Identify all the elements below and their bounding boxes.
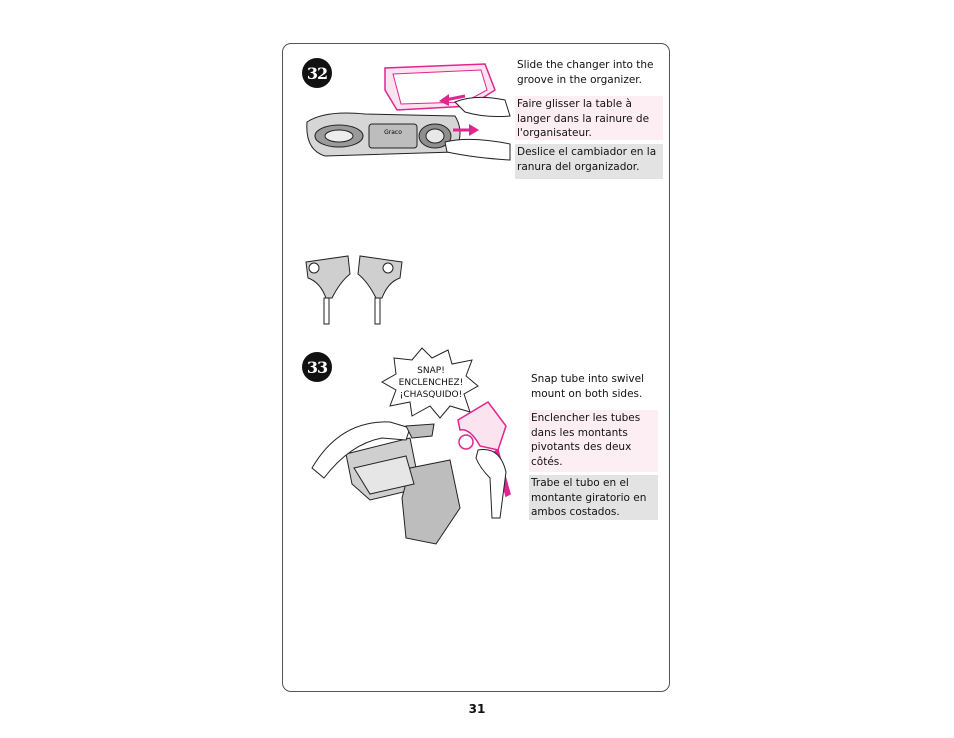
snap-en: SNAP! — [417, 366, 445, 376]
step-32-number: 32 — [306, 63, 328, 83]
step-33-number: 33 — [306, 357, 328, 377]
page-number: 31 — [468, 702, 486, 716]
hand-right-upper — [455, 97, 510, 116]
snap-fr: ENCLENCHEZ! — [398, 378, 464, 388]
snap-text — [386, 365, 476, 401]
bassinet-corner — [346, 438, 460, 544]
step-32-illustration — [305, 60, 510, 160]
step-33-english: Snap tube into swivel mount on both sides. — [529, 371, 657, 402]
swivel-mounts-illustration — [304, 252, 404, 327]
step-32-english: Slide the changer into the groove in the organizer. — [515, 57, 665, 88]
hand-right-lower — [445, 139, 510, 160]
snap-es: ¡CHASQUIDO! — [399, 390, 463, 400]
hand-right — [476, 449, 506, 518]
step-33-illustration — [310, 398, 520, 548]
step-32-french: Faire glisser la table à langer dans la rainure de l'organisateur. — [515, 96, 663, 140]
step-33-badge — [302, 352, 332, 382]
swivel-mount — [406, 424, 434, 438]
graco-logo: Graco — [384, 129, 402, 136]
step-33-french: Enclencher les tubes dans les montants pivotants des deux côtés. — [529, 410, 658, 472]
step-32-spanish: Deslice el cambiador en la ranura del organizador. — [515, 144, 663, 179]
step-33-spanish: Trabe el tubo en el montante giratorio en ambos costados. — [529, 475, 658, 520]
